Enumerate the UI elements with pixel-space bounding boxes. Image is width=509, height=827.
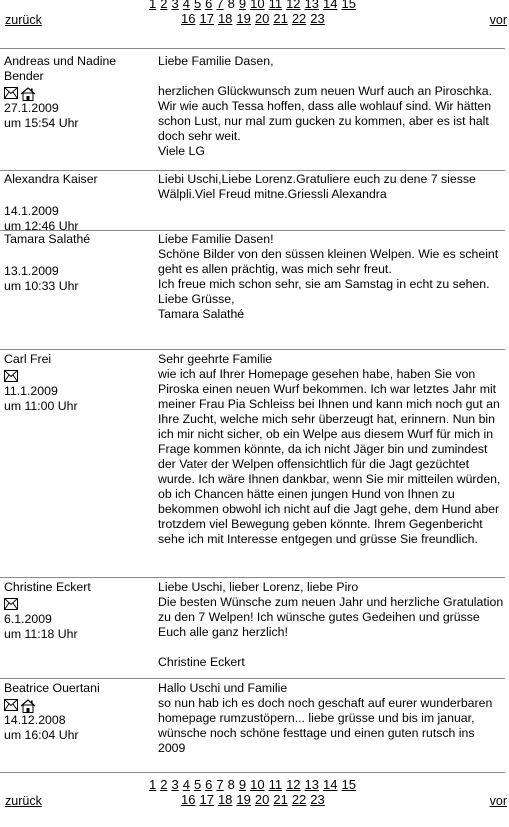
page-link[interactable]: 18 — [217, 792, 233, 807]
divider — [0, 678, 505, 679]
entry-date: 13.1.2009 — [4, 264, 59, 278]
entry-meta — [4, 54, 152, 131]
entry-date: 14.12.2008 — [4, 713, 66, 727]
page-link[interactable]: 1 — [149, 0, 157, 11]
divider — [0, 577, 505, 578]
entry-message — [158, 580, 504, 670]
entry-time: um 11:00 Uhr — [4, 399, 78, 413]
page-link[interactable]: 10 — [250, 777, 265, 792]
page-link[interactable]: 18 — [217, 11, 233, 26]
message-line: Liebe Familie Dasen, — [158, 54, 274, 68]
back-link[interactable]: zurück — [5, 794, 42, 808]
page-current: 8 — [227, 0, 235, 11]
divider — [0, 349, 505, 350]
mail-icon[interactable] — [4, 370, 18, 383]
page-link[interactable]: 15 — [341, 0, 356, 11]
contact-icons — [4, 189, 152, 204]
page-link[interactable]: 11 — [268, 777, 283, 792]
contact-icons — [4, 597, 152, 612]
entry-meta — [4, 352, 152, 414]
message-line — [158, 69, 504, 84]
forward-link[interactable]: vor — [489, 13, 507, 27]
mail-icon[interactable] — [4, 699, 18, 712]
page-link[interactable]: 5 — [193, 777, 202, 792]
message-line: Liebi Uschi,Liebe Lorenz.Gratuliere euch zu dene 7 siesse Wälpli.Viel Freud mitne.Griessli Alexandra — [158, 172, 476, 201]
message-line: Liebe Familie Dasen! — [158, 232, 274, 246]
contact-icons — [4, 86, 152, 101]
entry-message — [158, 232, 504, 322]
divider — [0, 170, 505, 171]
message-line: Christine Eckert — [158, 655, 245, 669]
entry-time: um 10:33 Uhr — [4, 279, 79, 293]
entry-time: um 15:54 Uhr — [4, 116, 79, 130]
message-line: Liebe Uschi, lieber Lorenz, liebe Piro — [158, 580, 359, 594]
message-line: Tamara Salathé — [158, 307, 245, 321]
page-link[interactable]: 19 — [236, 11, 251, 26]
page-link[interactable]: 14 — [323, 777, 338, 792]
page-link[interactable]: 16 — [181, 792, 196, 807]
message-line: so nun hab ich es doch noch geschaft auf eurer wunderbaren homepage rumzustöpern... liebe grüsse und bis im januar, wünsche noch schöne festtage und einen guten rutsch ins 2009 — [158, 696, 493, 755]
entry-time: um 11:18 Uhr — [4, 627, 78, 641]
message-line: herzlichen Glückwunsch zum neuen Wurf auch an Piroschka. Wir wie auch Tessa hoffen, dass alle wohlauf sind. Wir hätten schon Lust, nur mal zum gucken zu kommen, aber es ist halt doch sehr weit. — [158, 84, 493, 143]
divider — [0, 230, 505, 231]
page-link[interactable]: 9 — [238, 777, 247, 792]
page-link[interactable]: 22 — [291, 11, 307, 26]
entry-meta — [4, 172, 152, 234]
back-link[interactable]: zurück — [5, 13, 42, 27]
page-numbers — [149, 777, 369, 807]
entry-meta — [4, 681, 152, 743]
page-link[interactable]: 4 — [182, 777, 190, 792]
author-name: Carl Frei — [4, 352, 52, 366]
forward-link[interactable]: vor — [489, 794, 507, 808]
page-link[interactable]: 5 — [193, 0, 202, 11]
entry-meta — [4, 580, 152, 642]
page-link[interactable]: 22 — [291, 792, 307, 807]
page-link[interactable]: 6 — [205, 777, 213, 792]
author-name: Beatrice Ouertani — [4, 681, 100, 695]
entry-meta — [4, 232, 152, 294]
mail-icon[interactable] — [4, 598, 18, 611]
page-link[interactable]: 2 — [160, 0, 168, 11]
contact-icons — [4, 698, 152, 713]
contact-icons — [4, 369, 152, 384]
page-link[interactable]: 4 — [182, 0, 190, 11]
author-name: Andreas und Nadine Bender — [4, 54, 117, 83]
page-link[interactable]: 11 — [268, 0, 283, 11]
message-line: Ich freue mich schon sehr, sie am Samstag in echt zu sehen. — [158, 277, 490, 291]
entry-date: 11.1.2009 — [4, 384, 58, 398]
page-link[interactable]: 13 — [304, 777, 320, 792]
message-line: Schöne Bilder von den süssen kleinen Welpen. Wie es scheint geht es allen prächtig, was mich sehr freut. — [158, 247, 499, 276]
mail-icon[interactable] — [4, 87, 18, 100]
page-link[interactable]: 1 — [149, 777, 157, 792]
page-link[interactable]: 10 — [250, 0, 265, 11]
message-line: wie ich auf Ihrer Homepage gesehen habe, haben Sie von Piroska einen neuen Wurf bekommen. Ich war letztes Jahr mit meiner Frau Pia Schleiss bei Ihnen und kann mich noch gut an Ihre Zucht, welche mich sehr überzeugt hat, erinnern. Nun bin ich mir nicht sicher, ob ein Welpe aus diesem Wurf für mich in Frage kommen könnte, da ich nicht Jäger bin und zumindest der Vater der Welpen offensichtlich für die Jagt gezüchtet wurde. Ich wäre Ihnen dankbar, wenn Sie mir mitteilen würden, ob ich Chancen hätte einen jungen Hund von Ihnen zu bekommen obwohl ich nicht auf die Jagt gehe, dem Hund aber trotzdem viel Bewegung geben könnte. Ihrem Gegenbericht sehe ich mit Interesse entgegen und grüsse Sie freundlich. — [158, 367, 501, 546]
entry-date: 6.1.2009 — [4, 612, 52, 626]
message-line — [158, 640, 504, 655]
pagination-top — [0, 0, 509, 46]
divider — [0, 48, 505, 49]
pagination-bottom — [0, 777, 509, 827]
page-link[interactable]: 15 — [341, 777, 356, 792]
divider — [0, 772, 505, 773]
home-icon[interactable] — [20, 699, 34, 712]
entry-message — [158, 681, 504, 756]
page-link[interactable]: 7 — [216, 0, 224, 11]
page-link[interactable]: 6 — [205, 0, 213, 11]
page-link[interactable]: 14 — [323, 0, 338, 11]
author-name: Christine Eckert — [4, 580, 91, 594]
message-line: Sehr geehrte Familie — [158, 352, 273, 366]
page-link[interactable]: 2 — [160, 777, 168, 792]
entry-date: 27.1.2009 — [4, 101, 59, 115]
page-link[interactable]: 13 — [304, 0, 320, 11]
message-line: Hallo Uschi und Familie — [158, 681, 288, 695]
page-link[interactable]: 23 — [310, 11, 325, 26]
message-line: Viele LG — [158, 144, 205, 158]
page-link[interactable]: 12 — [286, 777, 301, 792]
page-link[interactable]: 3 — [171, 0, 179, 11]
page-current: 8 — [227, 777, 235, 792]
page-link[interactable]: 17 — [199, 11, 214, 26]
page-link[interactable]: 7 — [216, 777, 224, 792]
page-link[interactable]: 19 — [236, 792, 251, 807]
home-icon[interactable] — [20, 87, 34, 100]
page-link[interactable]: 17 — [199, 792, 214, 807]
entry-date: 14.1.2009 — [4, 204, 59, 218]
message-line: Liebe Grüsse, — [158, 292, 235, 306]
page-link[interactable]: 20 — [254, 792, 270, 807]
page-link[interactable]: 16 — [181, 11, 196, 26]
page-link[interactable]: 9 — [238, 0, 247, 11]
entry-time: um 16:04 Uhr — [4, 728, 79, 742]
message-line: Die besten Wünsche zum neuen Jahr und herzliche Gratulation zu den 7 Welpen! Ich wünsche gutes Gedeihen und grüsse Euch alle ganz herzlich! — [158, 595, 504, 639]
author-name: Tamara Salathé — [4, 232, 91, 246]
page-link[interactable]: 21 — [273, 11, 288, 26]
page-numbers — [149, 0, 369, 26]
page-link[interactable]: 3 — [171, 777, 179, 792]
page-link[interactable]: 23 — [310, 792, 325, 807]
entry-time: um 12:46 Uhr — [4, 219, 79, 233]
author-name: Alexandra Kaiser — [4, 172, 98, 186]
contact-icons — [4, 249, 152, 264]
entry-message — [158, 352, 504, 547]
entry-message — [158, 54, 504, 159]
page-link[interactable]: 20 — [254, 11, 270, 26]
page-link[interactable]: 21 — [273, 792, 288, 807]
page-link[interactable]: 12 — [286, 0, 301, 11]
entry-message — [158, 172, 504, 202]
